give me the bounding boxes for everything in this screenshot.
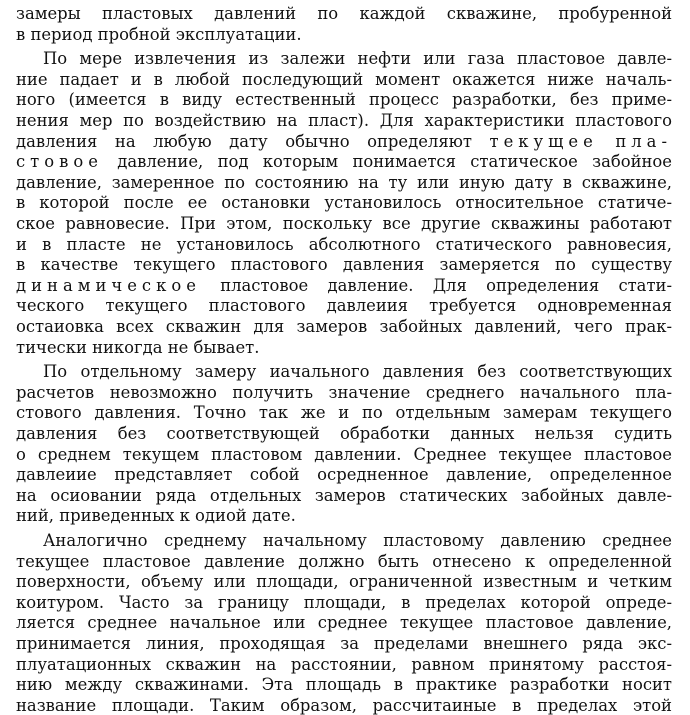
text-line-20: стового давления. Точно так же и по отдельным замерам текущего [16,403,672,423]
text-line-8: стовое давление, под которым понимается статическое забойное [16,152,672,172]
text-line-22: о среднем текущем пластовом давлении. Среднее текущее пластовое [16,444,672,464]
text-line-6: нения мер по воздействию на пласт). Для характеристики пластового [16,111,672,130]
text-line-32: плуатационных скважин на расстоянии, равном принятому расстоя- [16,654,672,674]
text-line-29: коитуром. Часто за границу площади, в пределах которой опреде- [16,592,672,612]
text-line-12: и в пласте не установилось абсолютного статического равновесия, [16,234,672,254]
text-line-1: замеры пластовых давлений по каждой скважине, пробуренной [16,4,672,23]
text-line-7: давления на любую дату обычно определяют текущее пла- [16,131,672,151]
paragraph-start-line: По мере извлечения из залежи нефти или газа пластовое давле- [43,49,672,69]
text-line-13: в качестве текущего пластового давления замеряется по существу [16,255,672,275]
text-line-15: ческого текущего пластового давлеиия требуется одновременная [16,296,672,316]
paragraph-start-line: Аналогично среднему начальному пластовому давлению среднее [43,531,672,550]
paragraph-start-line: По отдельному замеру иачального давления без соответствующих [43,362,672,382]
text-line-33: нию между скважинами. Эта площадь в практике разработки носит [16,675,672,695]
text-line-24: на осиовании ряда отдельных замеров статических забойных давле- [16,485,672,505]
text-line-19: расчетов невозможно получить значение среднего начального пла- [16,382,672,402]
text-line-14: динамическое пластовое давление. Для определения стати- [16,275,672,295]
text-line-11: ское равновесие. При этом, поскольку все другие скважины работают [16,214,672,233]
text-line-34-partial: название площади. Таким образом, рассчитаиные в пределах этой [16,695,672,715]
text-line-23: давлеиие представляет собой осредненное давление, определенное [16,465,672,485]
text-line-4: ние падает и в любой последующий момент окажется ниже началь- [16,69,672,89]
text-line-25: ний, приведенных к одиой дате. [16,506,296,526]
text-line-17: тически никогда не бывает. [16,337,260,357]
text-line-9: давление, замеренное по состоянию на ту или иную дату в скважине, [16,172,672,192]
text-line-31: принимается линия, проходящая за пределами внешнего ряда экс- [16,634,672,653]
text-line-27: текущее пластовое давление должно быть отнесено к определенной [16,551,672,571]
text-line-21: давления без соответствующей обработки данных нельзя судить [16,424,672,443]
text-line-10: в которой после ее остановки установилось относительное статиче- [16,193,672,213]
text-line-5: ного (имеется в виду естественный процесс разработки, без приме- [16,90,672,110]
text-line-16: остаиовка всех скважин для замеров забойных давлений, чего прак- [16,317,672,336]
text-line-30: ляется среднее начальное или среднее текущее пластовое давление, [16,613,672,633]
text-line-28: поверхности, объему или площади, ограниченной известным и четким [16,572,672,592]
text-line-2: в период пробной эксплуатации. [16,24,302,44]
